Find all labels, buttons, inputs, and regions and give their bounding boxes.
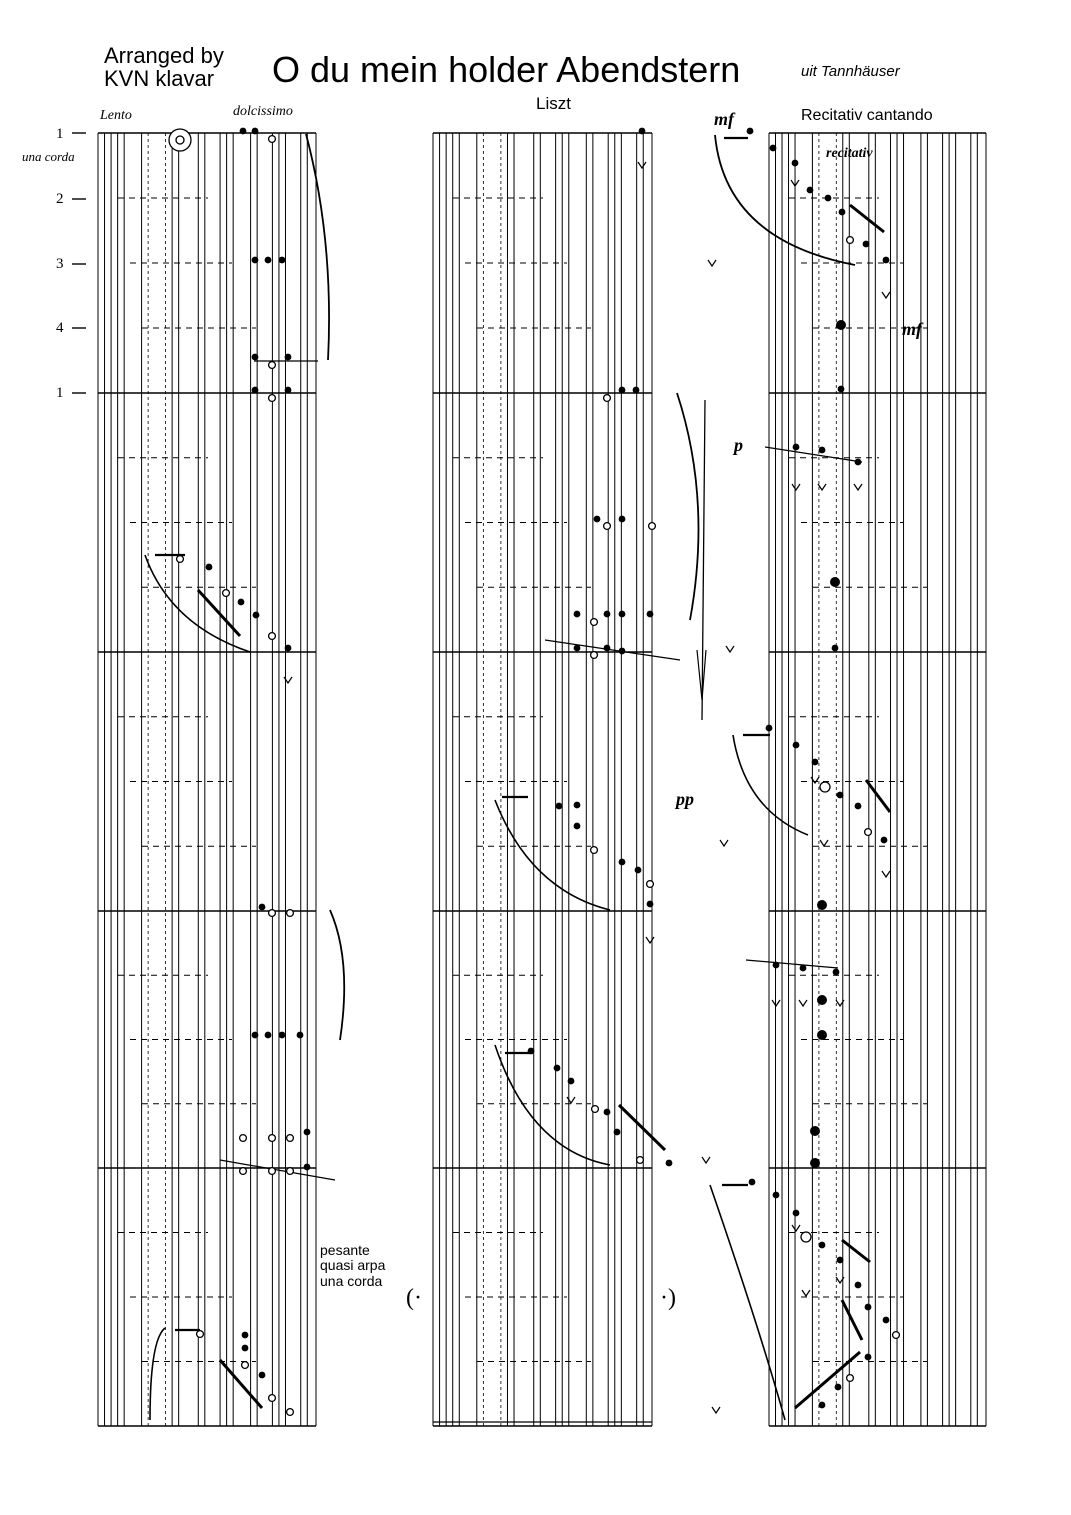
note-black bbox=[252, 354, 259, 361]
tempo-marking: Lento bbox=[100, 108, 132, 123]
note-black bbox=[252, 257, 259, 264]
note-black bbox=[863, 241, 870, 248]
note-black bbox=[619, 648, 626, 655]
note-black bbox=[554, 1065, 561, 1072]
note-black bbox=[604, 1109, 611, 1116]
note-white bbox=[591, 619, 598, 626]
note-black bbox=[825, 195, 832, 202]
note-white bbox=[269, 633, 276, 640]
note-white bbox=[865, 829, 872, 836]
note-white bbox=[591, 652, 598, 659]
note-white bbox=[269, 362, 276, 369]
release-mark bbox=[712, 1407, 720, 1413]
note-white bbox=[269, 136, 276, 143]
note-black bbox=[285, 645, 292, 652]
note-black bbox=[747, 128, 754, 135]
release-mark bbox=[567, 1097, 575, 1103]
note-black bbox=[242, 1332, 249, 1339]
slur bbox=[330, 910, 344, 1040]
dynamic-mf-top: mf bbox=[714, 109, 734, 129]
beam bbox=[842, 1300, 862, 1340]
note-black bbox=[770, 145, 777, 152]
piece-title: O du mein holder Abendstern bbox=[272, 49, 741, 90]
note-black bbox=[297, 1032, 304, 1039]
note-white bbox=[223, 590, 230, 597]
pedal-marking: una corda bbox=[22, 149, 75, 164]
release-mark bbox=[646, 937, 654, 943]
note-black bbox=[238, 599, 245, 606]
release-mark bbox=[638, 162, 646, 168]
note-black bbox=[749, 1179, 756, 1186]
note-white-large bbox=[820, 782, 830, 792]
arpeggio-curve bbox=[145, 555, 250, 652]
note-black bbox=[666, 1160, 673, 1167]
pesante-marking: pesante quasi arpa una corda bbox=[320, 1242, 386, 1289]
beat-number: 2 bbox=[56, 191, 64, 207]
note-white bbox=[591, 847, 598, 854]
note-black bbox=[855, 1282, 862, 1289]
note-black bbox=[252, 387, 259, 394]
note-black bbox=[619, 611, 626, 618]
note-black bbox=[604, 645, 611, 652]
note-black bbox=[556, 803, 563, 810]
note-black bbox=[285, 387, 292, 394]
note-black bbox=[833, 969, 840, 976]
beat-number: 1 bbox=[56, 126, 64, 142]
note-black bbox=[881, 837, 888, 844]
note-black bbox=[832, 645, 839, 652]
note-black-large bbox=[836, 320, 846, 330]
note-black bbox=[839, 209, 846, 216]
beam bbox=[842, 1240, 870, 1262]
release-mark bbox=[799, 1000, 807, 1006]
note-black bbox=[594, 516, 601, 523]
note-black bbox=[819, 1242, 826, 1249]
note-white bbox=[269, 1135, 276, 1142]
note-white bbox=[287, 910, 294, 917]
beat-number: 4 bbox=[56, 320, 64, 336]
note-black bbox=[837, 1257, 844, 1264]
hairpin bbox=[697, 650, 706, 700]
note-black bbox=[792, 160, 799, 167]
release-mark bbox=[702, 1157, 710, 1163]
dynamic-mf-right: mf bbox=[902, 319, 922, 339]
note-black bbox=[259, 1372, 266, 1379]
note-black-large bbox=[830, 577, 840, 587]
composer: Liszt bbox=[536, 94, 571, 113]
arpeggio-curve bbox=[715, 135, 855, 265]
note-black bbox=[619, 859, 626, 866]
note-black bbox=[242, 1345, 249, 1352]
note-white bbox=[647, 881, 654, 888]
slur bbox=[677, 393, 698, 620]
note-black bbox=[206, 564, 213, 571]
note-black bbox=[574, 645, 581, 652]
note-black bbox=[647, 901, 654, 908]
note-white bbox=[604, 395, 611, 402]
note-black bbox=[265, 1032, 272, 1039]
beat-number: 1 bbox=[56, 385, 64, 401]
note-white bbox=[847, 237, 854, 244]
note-white bbox=[240, 1168, 247, 1175]
beam bbox=[220, 1160, 335, 1180]
note-black bbox=[619, 516, 626, 523]
recitativ-cantando-marking: Recitativ cantando bbox=[801, 107, 933, 124]
note-black bbox=[773, 1192, 780, 1199]
note-black bbox=[812, 759, 819, 766]
note-black bbox=[807, 187, 814, 194]
note-black bbox=[265, 257, 272, 264]
note-white bbox=[177, 556, 184, 563]
expression-marking: dolcissimo bbox=[233, 104, 293, 119]
note-black bbox=[819, 447, 826, 454]
note-black bbox=[838, 386, 845, 393]
beam bbox=[866, 780, 890, 812]
beam bbox=[746, 960, 838, 968]
note-white bbox=[847, 1375, 854, 1382]
release-mark bbox=[792, 1225, 800, 1231]
note-black bbox=[837, 792, 844, 799]
release-mark bbox=[854, 484, 862, 490]
note-black bbox=[647, 611, 654, 618]
note-black bbox=[574, 802, 581, 809]
note-black-large bbox=[817, 1030, 827, 1040]
beam bbox=[545, 640, 680, 660]
note-black bbox=[240, 128, 247, 135]
note-white bbox=[287, 1168, 294, 1175]
note-black bbox=[793, 444, 800, 451]
beam bbox=[198, 590, 240, 636]
arpeggio-curve bbox=[733, 735, 808, 835]
note-black bbox=[614, 1129, 621, 1136]
note-white bbox=[604, 523, 611, 530]
note-black-large bbox=[817, 900, 827, 910]
beat-number: 3 bbox=[56, 256, 64, 272]
note-black bbox=[639, 128, 646, 135]
note-white bbox=[637, 1157, 644, 1164]
note-black bbox=[793, 1210, 800, 1217]
note-black bbox=[259, 904, 266, 911]
release-mark bbox=[882, 871, 890, 877]
note-black bbox=[865, 1304, 872, 1311]
release-mark bbox=[882, 292, 890, 298]
note-white bbox=[287, 1409, 294, 1416]
note-black bbox=[835, 1384, 842, 1391]
note-black bbox=[285, 354, 292, 361]
note-white bbox=[197, 1331, 204, 1338]
note-white bbox=[269, 395, 276, 402]
note-black bbox=[252, 128, 259, 135]
note-black bbox=[855, 459, 862, 466]
arranger-line-1: Arranged by bbox=[104, 43, 224, 68]
release-mark bbox=[726, 646, 734, 652]
release-mark bbox=[720, 840, 728, 846]
note-black bbox=[279, 257, 286, 264]
note-black bbox=[766, 725, 773, 732]
note-black bbox=[252, 1032, 259, 1039]
note-black bbox=[253, 612, 260, 619]
note-black bbox=[568, 1078, 575, 1085]
note-black bbox=[865, 1354, 872, 1361]
dynamic-pp: pp bbox=[676, 789, 694, 809]
note-black bbox=[633, 387, 640, 394]
note-white-large bbox=[801, 1232, 811, 1242]
recitativ-marking: recitativ bbox=[826, 146, 873, 161]
pedal-circle-inner bbox=[176, 136, 184, 144]
note-black bbox=[883, 1317, 890, 1324]
note-black bbox=[279, 1032, 286, 1039]
beam bbox=[765, 447, 862, 462]
arranger-line-2: KVN klavar bbox=[104, 66, 215, 92]
note-black bbox=[800, 965, 807, 972]
note-white bbox=[242, 1362, 249, 1369]
paren-close: ·) bbox=[660, 1285, 676, 1311]
note-white bbox=[649, 523, 656, 530]
release-mark bbox=[802, 1290, 810, 1296]
note-black bbox=[793, 742, 800, 749]
note-black bbox=[574, 611, 581, 618]
release-mark bbox=[792, 484, 800, 490]
note-black bbox=[855, 803, 862, 810]
note-black bbox=[619, 387, 626, 394]
note-black-large bbox=[810, 1126, 820, 1136]
note-black-large bbox=[810, 1158, 820, 1168]
release-mark bbox=[708, 260, 716, 266]
note-white bbox=[269, 1168, 276, 1175]
note-white bbox=[240, 1135, 247, 1142]
note-white bbox=[287, 1135, 294, 1142]
note-white bbox=[269, 1395, 276, 1402]
note-white bbox=[592, 1106, 599, 1113]
note-black bbox=[819, 1402, 826, 1409]
piece-subtitle: uit Tannhäuser bbox=[801, 63, 900, 80]
note-black bbox=[773, 962, 780, 969]
note-black bbox=[304, 1164, 311, 1171]
note-black bbox=[304, 1129, 311, 1136]
note-black bbox=[574, 823, 581, 830]
release-mark bbox=[820, 840, 828, 846]
note-white bbox=[893, 1332, 900, 1339]
beam bbox=[850, 205, 884, 232]
beam bbox=[619, 1105, 665, 1150]
note-black bbox=[883, 257, 890, 264]
note-white bbox=[269, 910, 276, 917]
dynamic-p: p bbox=[734, 435, 743, 455]
paren-open: (· bbox=[406, 1285, 422, 1311]
note-black bbox=[528, 1048, 535, 1055]
note-black bbox=[604, 611, 611, 618]
note-black bbox=[635, 867, 642, 874]
slur bbox=[306, 134, 329, 360]
note-black-large bbox=[817, 995, 827, 1005]
arpeggio-curve bbox=[710, 1185, 785, 1420]
arpeggio-curve bbox=[150, 1328, 165, 1420]
